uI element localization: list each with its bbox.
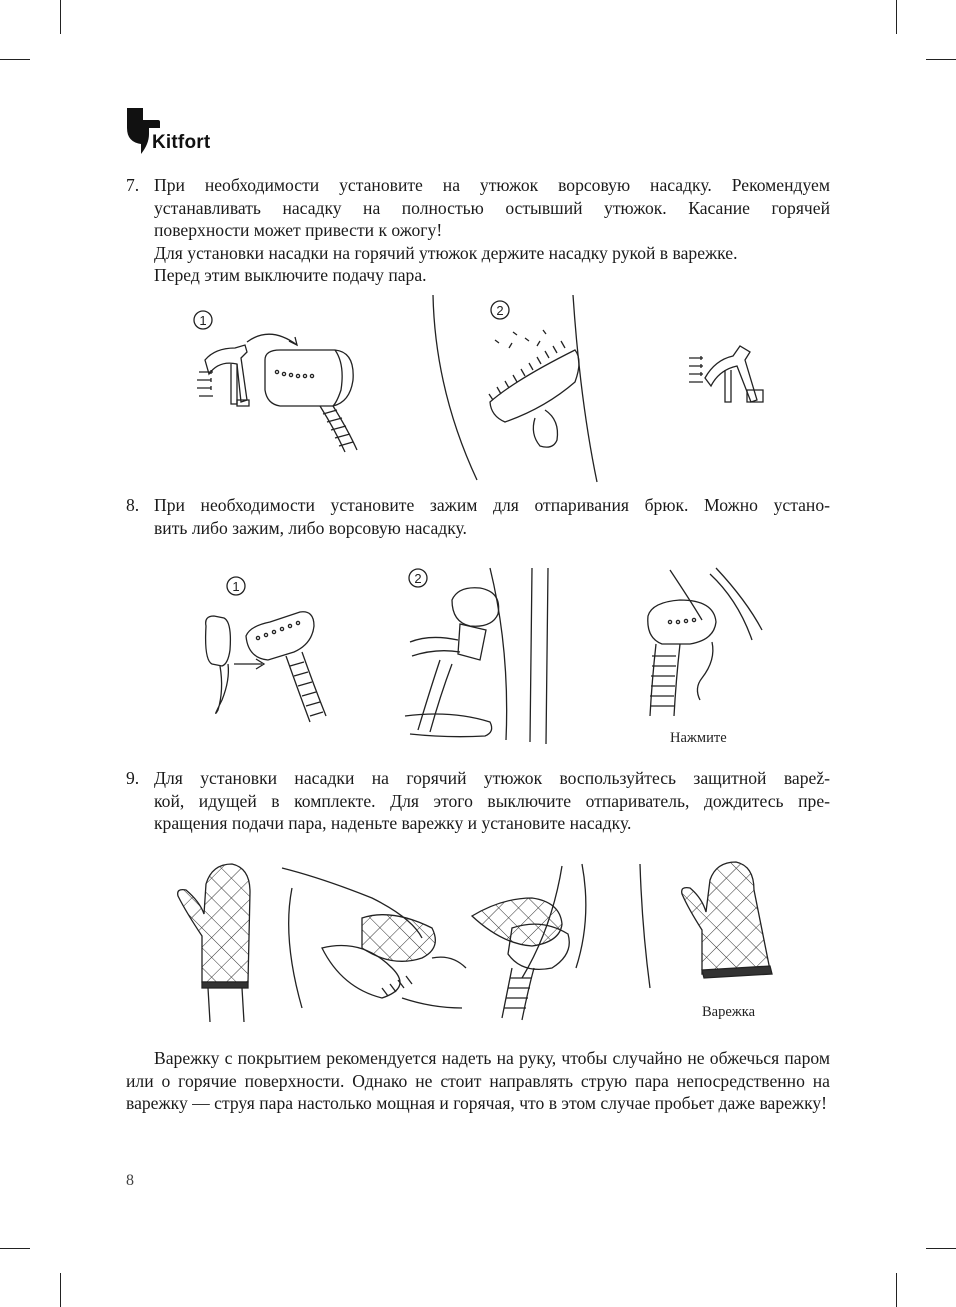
closing-paragraph bbox=[126, 1047, 830, 1115]
brand-logo bbox=[127, 106, 237, 162]
step-line: Перед этим выключите подачу пара. bbox=[154, 265, 427, 285]
step-line: кращения подачи пара, наденьте варежку и установите насадку. bbox=[154, 813, 632, 833]
step-line: Для установки насадки на горячий утюжок держите насадку рукой в варежке. bbox=[154, 242, 738, 263]
mitten-icon bbox=[682, 862, 772, 978]
figure-mitten bbox=[172, 858, 782, 1028]
step-9 bbox=[126, 767, 830, 835]
crop-mark bbox=[896, 0, 897, 34]
mitten-holding-attachment-icon bbox=[282, 868, 466, 1008]
marker-1 bbox=[227, 577, 245, 595]
brush-attachment-icon bbox=[689, 346, 763, 402]
brand-name: Kitfort bbox=[152, 132, 211, 153]
figure-caption-press: Нажмите bbox=[670, 730, 727, 746]
crop-mark bbox=[0, 59, 30, 60]
trouser-clip-icon bbox=[206, 616, 231, 713]
crop-mark bbox=[926, 1248, 956, 1249]
step-number: 9. bbox=[126, 768, 140, 788]
arrow-head-icon bbox=[289, 337, 297, 345]
steamer-with-clip-icon bbox=[648, 568, 762, 716]
marker-2 bbox=[491, 301, 509, 319]
closing-text: Варежку с покрытием рекомендуется надеть на руку, чтобы случайно не обжечься паром или о горячие поверхности. Однако не стоит направлять струю пара непосредственно на варежку — струя пара настолько мощная и горячая, что в этом случае пробьет даже варежку! bbox=[126, 1048, 830, 1113]
marker-1 bbox=[194, 311, 212, 329]
step-line: вить либо зажим, либо ворсовую насадку. bbox=[154, 517, 467, 538]
step-line: Для установки насадки на горячий утюжок воспользуйтесь защитной варež- bbox=[154, 768, 830, 788]
crop-mark bbox=[896, 1273, 897, 1307]
step-line: поверхности может привести к ожогу! bbox=[154, 220, 443, 240]
hands-attaching-clip-icon bbox=[405, 568, 548, 744]
steamer-head-icon bbox=[265, 350, 357, 452]
svg-text:1: 1 bbox=[199, 313, 207, 328]
step-line: При необходимости установите на утюжок ворсовую насадку. Рекомендуем bbox=[154, 175, 830, 195]
mitten-icon bbox=[178, 864, 250, 1022]
figure-caption-mitten: Варежка bbox=[702, 1004, 756, 1020]
brush-attachment-icon bbox=[197, 345, 249, 406]
page-number: 8 bbox=[126, 1172, 134, 1189]
step-line: кой, идущей в комплекте. Для этого выключите отпариватель, дождитесь пре- bbox=[154, 790, 830, 811]
step-7 bbox=[126, 174, 830, 287]
steamer-head-icon bbox=[246, 612, 326, 722]
crop-mark bbox=[60, 1273, 61, 1307]
crop-mark bbox=[0, 1248, 30, 1249]
crop-mark bbox=[60, 0, 61, 34]
arrow-icon bbox=[247, 334, 297, 345]
marker-2 bbox=[409, 569, 427, 587]
garment-with-steamer-icon bbox=[433, 295, 597, 482]
step-line: При необходимости установите зажим для отпаривания брюк. Можно устано- bbox=[154, 495, 830, 515]
figure-brush-attachment bbox=[185, 290, 795, 485]
step-number: 7. bbox=[126, 175, 140, 195]
step-line: устанавливать насадку на полностью остывший утюжок. Касание горячей bbox=[154, 197, 830, 218]
svg-text:1: 1 bbox=[232, 579, 240, 594]
step-number: 8. bbox=[126, 495, 140, 515]
step-8 bbox=[126, 494, 830, 539]
svg-text:2: 2 bbox=[496, 303, 504, 318]
figure-trouser-clip bbox=[190, 560, 780, 750]
steamer-with-mitten-icon bbox=[472, 864, 586, 1020]
crop-mark bbox=[926, 59, 956, 60]
svg-text:2: 2 bbox=[414, 571, 422, 586]
garment-edge bbox=[640, 864, 650, 988]
